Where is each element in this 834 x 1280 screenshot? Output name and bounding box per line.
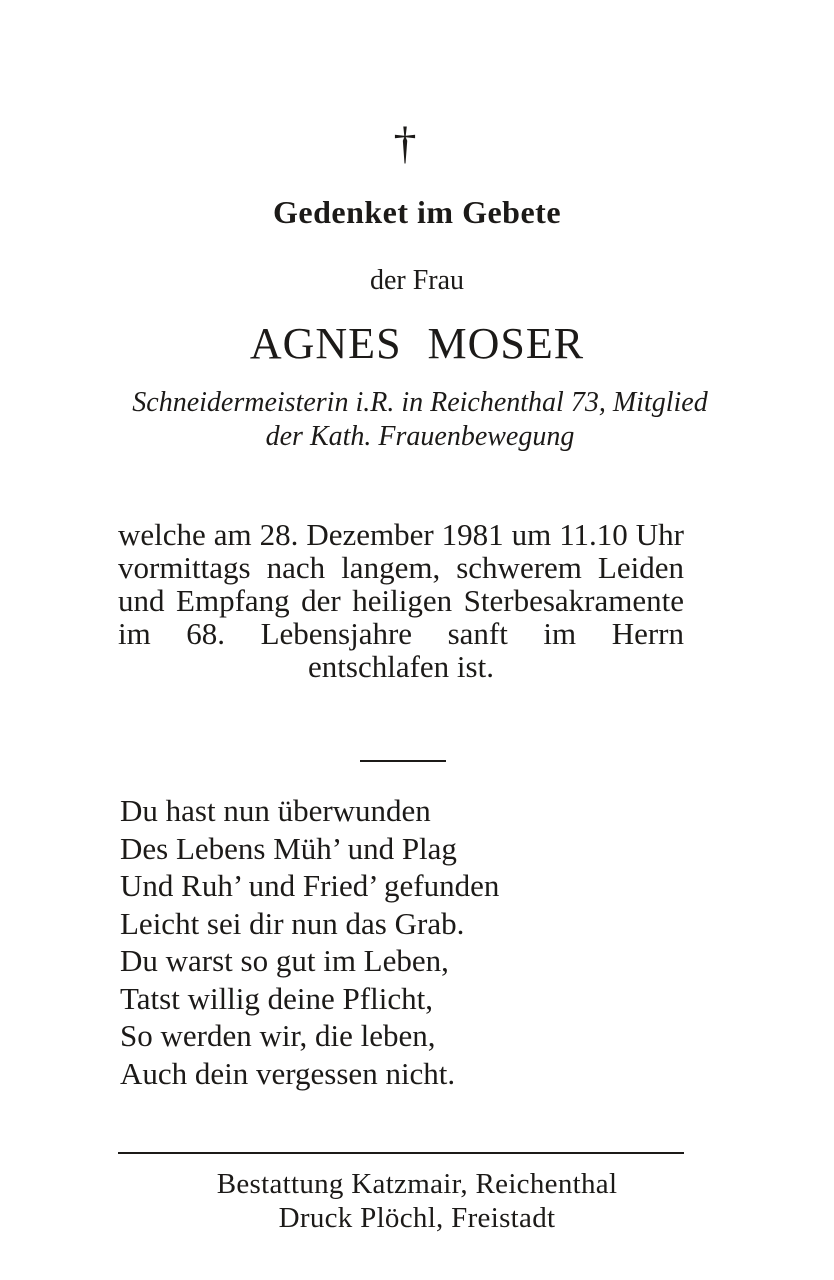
poem-line: Du hast nun überwunden — [120, 793, 431, 828]
poem-line: Du warst so gut im Leben, — [120, 943, 449, 978]
salutation: der Frau — [369, 265, 465, 296]
cross-icon: † — [393, 117, 417, 168]
printer-credit: Druck Plöchl, Freistadt — [278, 1202, 556, 1234]
poem-line: Tatst willig deine Pflicht, — [120, 980, 433, 1016]
poem-line: Leicht sei dir nun das Grab. — [120, 905, 465, 941]
memorial-poem — [120, 792, 720, 1092]
poem-line: Auch dein vergessen nicht. — [120, 1055, 456, 1091]
death-notice-text: welche am 28. Dezember 1981 um 11.10 Uhr vormittags nach langem, schwerem Leiden und Empfang der heiligen Sterbesakramente im 68. Lebensjahre sanft im Herrn entschlafen ist. — [118, 517, 684, 684]
deceased-description: Schneidermeisterin i.R. in Reichenthal 73, Mitglied der Kath. Frauenbewegung — [132, 387, 708, 452]
poem-line: Des Lebens Müh’ und Plag — [120, 830, 457, 866]
deceased-name: AGNES MOSER — [249, 319, 585, 368]
short-divider — [360, 760, 446, 762]
undertaker-credit: Bestattung Katzmair, Reichenthal — [216, 1168, 618, 1200]
card-title: Gedenket im Gebete — [272, 194, 562, 230]
poem-line: So werden wir, die leben, — [120, 1018, 436, 1053]
poem-line: Und Ruh’ und Fried’ gefunden — [120, 868, 500, 903]
footer-divider — [118, 1152, 684, 1154]
